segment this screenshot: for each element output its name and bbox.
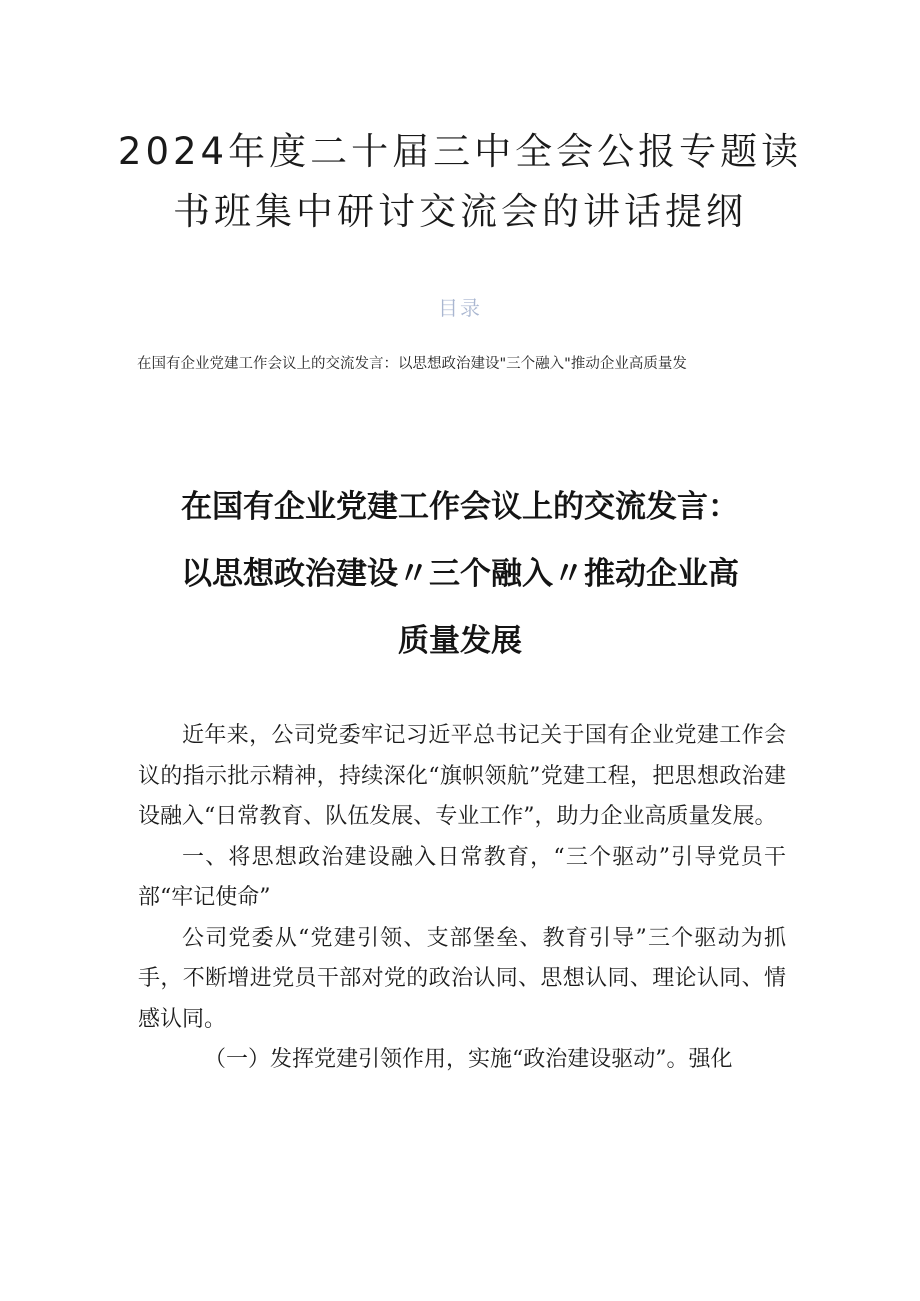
- article-title-line-3: 质量发展: [398, 623, 522, 659]
- article-body: [138, 716, 786, 1081]
- document-title-line-1: 2024年度二十届三中全会公报专题读: [117, 130, 803, 173]
- subsection-heading-1: （一）发挥党建引领作用，实施“政治建设驱动”。强化: [204, 1047, 733, 1072]
- document-title: [0, 122, 920, 242]
- body-paragraph-section-1: 公司党委从“党建引领、支部堡垒、教育引导”三个驱动为抓手，不断增进党员干部对党的政治认同、思想认同、理论认同、情感认同。: [138, 925, 786, 1032]
- document-title-line-2: 书班集中研讨交流会的讲话提纲: [173, 190, 747, 233]
- article-title: [120, 474, 800, 675]
- toc-heading: 目录: [438, 296, 482, 320]
- article-title-line-2: 以思想政治建设〃三个融入〃推动企业高: [181, 556, 739, 592]
- body-paragraph-intro: 近年来，公司党委牢记习近平总书记关于国有企业党建工作会议的指示批示精神，持续深化“旗帜领航”党建工程，把思想政治建设融入“日常教育、队伍发展、专业工作”，助力企业高质量发展。: [138, 723, 786, 829]
- article-title-line-1: 在国有企业党建工作会议上的交流发言：: [181, 489, 739, 525]
- toc-entry-link[interactable]: 在国有企业党建工作会议上的交流发言：以思想政治建设"三个融入"推动企业高质量发: [137, 356, 687, 372]
- section-heading-1: 一、将思想政治建设融入日常教育，“三个驱动”引导党员干部“牢记使命”: [138, 844, 786, 910]
